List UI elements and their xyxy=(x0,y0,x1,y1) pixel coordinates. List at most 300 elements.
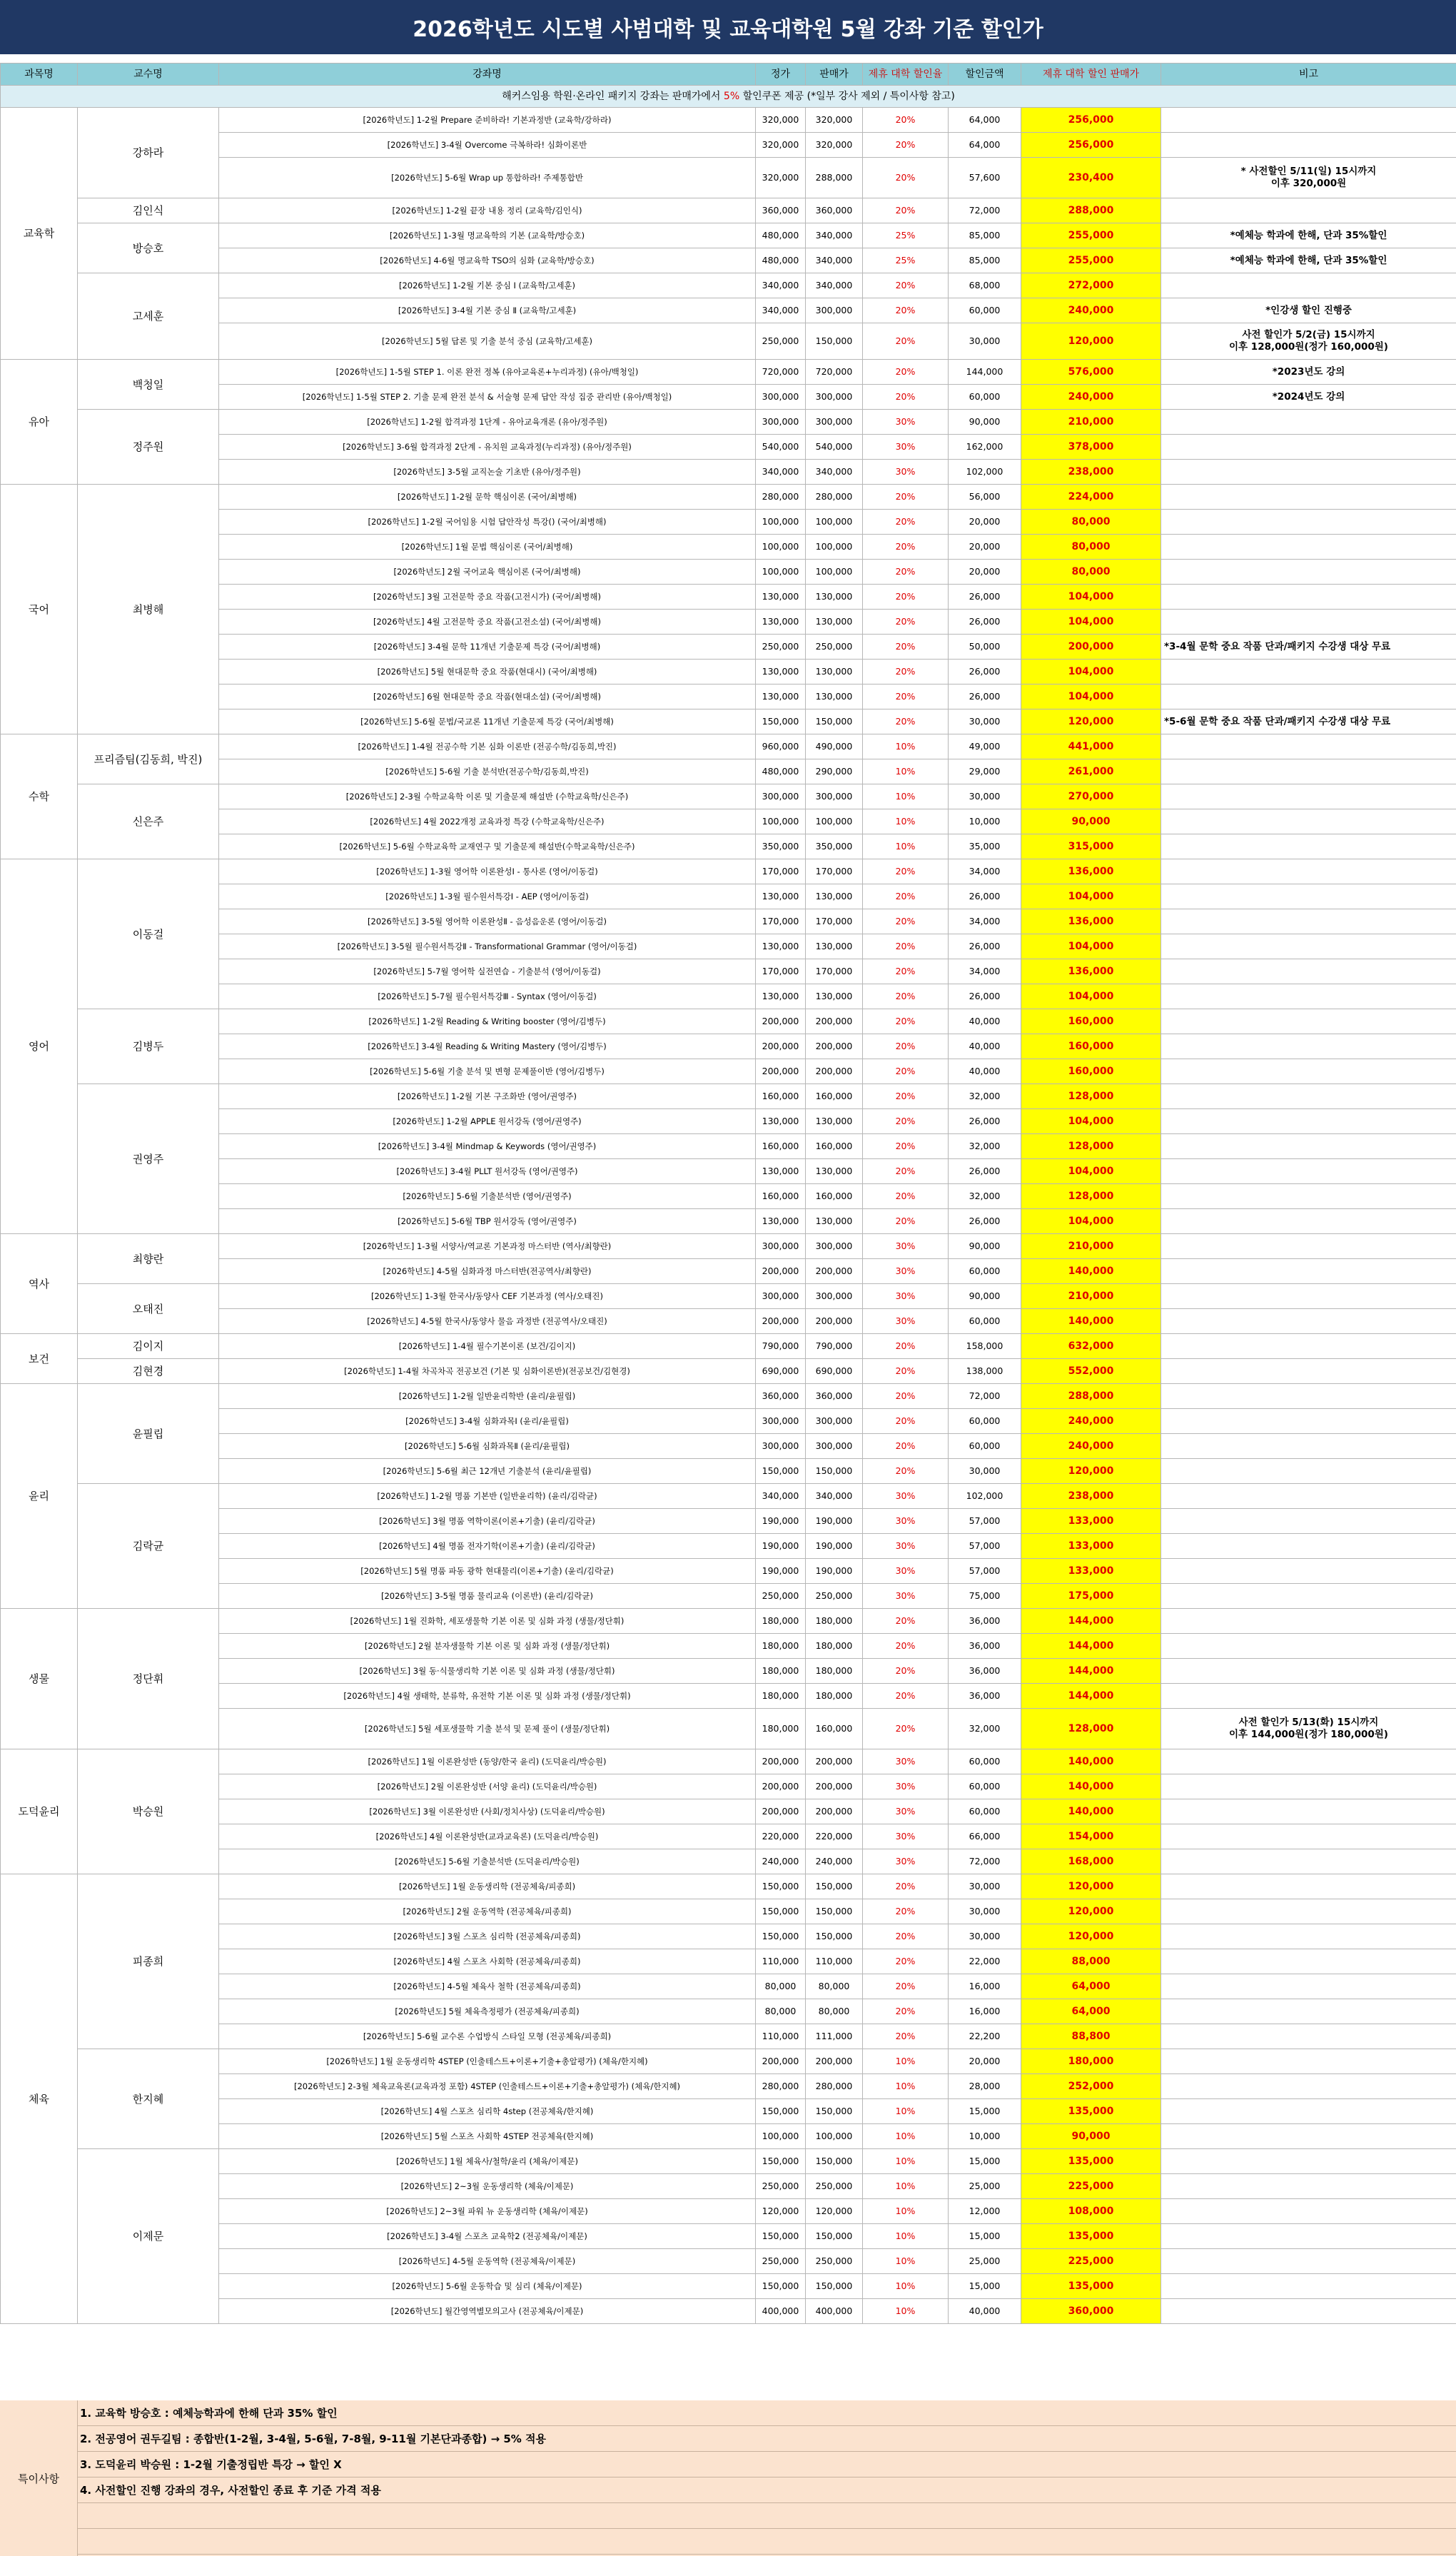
partner-sale-price: 441,000 xyxy=(1021,734,1161,759)
sale-price: 690,000 xyxy=(806,1359,863,1384)
partner-sale-price: 133,000 xyxy=(1021,1534,1161,1559)
list-price: 790,000 xyxy=(756,1334,806,1359)
course-name: [2026학년도] 4월 스포츠 심리학 4step (전공체육/한지혜) xyxy=(219,2099,756,2124)
discount-rate: 10% xyxy=(863,2249,949,2274)
course-row xyxy=(1,2174,1456,2199)
remark xyxy=(1161,1974,1456,1999)
remark xyxy=(1161,585,1456,610)
partner-sale-price: 128,000 xyxy=(1021,1134,1161,1159)
course-row xyxy=(1,2049,1456,2074)
discount-amount: 28,000 xyxy=(949,2074,1021,2099)
course-name: [2026학년도] 5-6월 운동학습 및 심리 (체육/이제문) xyxy=(219,2274,756,2299)
course-name: [2026학년도] 3-4월 Mindmap & Keywords (영어/권영주) xyxy=(219,1134,756,1159)
discount-rate: 20% xyxy=(863,884,949,909)
instructor-name: 최병해 xyxy=(78,485,219,734)
discount-rate: 20% xyxy=(863,660,949,685)
list-price: 100,000 xyxy=(756,510,806,535)
course-name: [2026학년도] 1-3월 명교육학의 기본 (교육학/방승호) xyxy=(219,223,756,248)
discount-rate: 20% xyxy=(863,360,949,385)
partner-sale-price: 136,000 xyxy=(1021,909,1161,934)
discount-rate: 30% xyxy=(863,1774,949,1799)
partner-sale-price: 104,000 xyxy=(1021,610,1161,635)
discount-rate: 30% xyxy=(863,1484,949,1509)
remark xyxy=(1161,909,1456,934)
course-row xyxy=(1,1334,1456,1359)
discount-rate: 20% xyxy=(863,1874,949,1899)
partner-sale-price: 315,000 xyxy=(1021,834,1161,859)
course-name: [2026학년도] 4월 이론완성반(교과교육론) (도덕윤리/박승원) xyxy=(219,1824,756,1849)
remark xyxy=(1161,859,1456,884)
discount-amount: 138,000 xyxy=(949,1359,1021,1384)
discount-rate: 20% xyxy=(863,485,949,510)
course-name: [2026학년도] 3-4월 Reading & Writing Mastery (영어/김병두) xyxy=(219,1034,756,1059)
course-name: [2026학년도] 3-4월 스포츠 교육학2 (전공체육/이제문) xyxy=(219,2224,756,2249)
partner-sale-price: 64,000 xyxy=(1021,1999,1161,2024)
discount-amount: 30,000 xyxy=(949,784,1021,809)
list-price: 540,000 xyxy=(756,435,806,460)
course-name: [2026학년도] 6월 현대문학 중요 작품(현대소설) (국어/최병해) xyxy=(219,685,756,709)
list-price: 80,000 xyxy=(756,1974,806,1999)
sale-price: 340,000 xyxy=(806,248,863,273)
discount-rate: 20% xyxy=(863,1709,949,1749)
discount-amount: 60,000 xyxy=(949,1774,1021,1799)
course-row xyxy=(1,859,1456,884)
sale-price: 790,000 xyxy=(806,1334,863,1359)
discount-amount: 60,000 xyxy=(949,298,1021,323)
course-row xyxy=(1,685,1456,709)
sale-price: 250,000 xyxy=(806,1584,863,1609)
partner-sale-price: 255,000 xyxy=(1021,223,1161,248)
sale-price: 130,000 xyxy=(806,1159,863,1184)
sale-price: 280,000 xyxy=(806,2074,863,2099)
partner-sale-price: 552,000 xyxy=(1021,1359,1161,1384)
discount-rate: 10% xyxy=(863,2224,949,2249)
course-name: [2026학년도] 2~3월 운동생리학 (체육/이제문) xyxy=(219,2174,756,2199)
discount-amount: 10,000 xyxy=(949,2124,1021,2149)
list-price: 170,000 xyxy=(756,959,806,984)
discount-amount: 16,000 xyxy=(949,1974,1021,1999)
list-price: 180,000 xyxy=(756,1684,806,1709)
sale-price: 200,000 xyxy=(806,1009,863,1034)
discount-amount: 90,000 xyxy=(949,410,1021,435)
discount-rate: 30% xyxy=(863,1259,949,1284)
list-price: 130,000 xyxy=(756,1209,806,1234)
course-row xyxy=(1,1034,1456,1059)
course-name: [2026학년도] 1-3월 한국사/동양사 CEF 기본과정 (역사/오태진) xyxy=(219,1284,756,1309)
instructor-name: 김이지 xyxy=(78,1334,219,1359)
list-price: 720,000 xyxy=(756,360,806,385)
list-price: 100,000 xyxy=(756,560,806,585)
discount-rate: 25% xyxy=(863,223,949,248)
discount-amount: 72,000 xyxy=(949,1849,1021,1874)
discount-rate: 20% xyxy=(863,1059,949,1084)
sale-price: 180,000 xyxy=(806,1659,863,1684)
list-price: 200,000 xyxy=(756,1034,806,1059)
course-row xyxy=(1,1509,1456,1534)
course-row xyxy=(1,2249,1456,2274)
sale-price: 250,000 xyxy=(806,2249,863,2274)
discount-rate: 10% xyxy=(863,2274,949,2299)
discount-rate: 10% xyxy=(863,784,949,809)
course-row xyxy=(1,1659,1456,1684)
discount-rate: 20% xyxy=(863,198,949,223)
sale-price: 360,000 xyxy=(806,1384,863,1409)
sale-price: 490,000 xyxy=(806,734,863,759)
course-name: [2026학년도] 5월 현대문학 중요 작품(현대시) (국어/최병해) xyxy=(219,660,756,685)
partner-sale-price: 240,000 xyxy=(1021,385,1161,410)
special-notes-label: 특이사항 xyxy=(0,2400,78,2556)
special-note xyxy=(77,2529,1456,2555)
discount-rate: 20% xyxy=(863,1409,949,1434)
sale-price: 150,000 xyxy=(806,709,863,734)
sale-price: 130,000 xyxy=(806,685,863,709)
sale-price: 290,000 xyxy=(806,759,863,784)
discount-amount: 90,000 xyxy=(949,1234,1021,1259)
sale-price: 130,000 xyxy=(806,884,863,909)
instructor-name: 백청일 xyxy=(78,360,219,410)
remark xyxy=(1161,2199,1456,2224)
course-name: [2026학년도] 3-5월 필수원서특강Ⅱ - Transformational Grammar (영어/이동걸) xyxy=(219,934,756,959)
partner-sale-price: 270,000 xyxy=(1021,784,1161,809)
remark xyxy=(1161,460,1456,485)
list-price: 360,000 xyxy=(756,198,806,223)
sale-price: 150,000 xyxy=(806,1874,863,1899)
sale-price: 300,000 xyxy=(806,385,863,410)
course-name: [2026학년도] 5-6월 교수론 수업방식 스타일 모형 (전공체육/피종희) xyxy=(219,2024,756,2049)
course-row xyxy=(1,1999,1456,2024)
course-name: [2026학년도] 3-4월 심화과목Ⅰ (윤리/윤필립) xyxy=(219,1409,756,1434)
remark xyxy=(1161,1509,1456,1534)
sale-price: 100,000 xyxy=(806,809,863,834)
discount-rate: 20% xyxy=(863,1459,949,1484)
course-row xyxy=(1,1824,1456,1849)
remark xyxy=(1161,1999,1456,2024)
discount-rate: 10% xyxy=(863,2299,949,2324)
course-row xyxy=(1,1874,1456,1899)
course-row xyxy=(1,1749,1456,1774)
partner-sale-price: 120,000 xyxy=(1021,1899,1161,1924)
discount-rate: 10% xyxy=(863,2074,949,2099)
instructor-name: 윤필립 xyxy=(78,1384,219,1484)
discount-amount: 36,000 xyxy=(949,1659,1021,1684)
sale-price: 180,000 xyxy=(806,1609,863,1634)
list-price: 200,000 xyxy=(756,1774,806,1799)
discount-rate: 20% xyxy=(863,984,949,1009)
course-row xyxy=(1,1584,1456,1609)
course-row xyxy=(1,610,1456,635)
list-price: 130,000 xyxy=(756,884,806,909)
discount-rate: 20% xyxy=(863,535,949,560)
sale-price: 150,000 xyxy=(806,1459,863,1484)
list-price: 150,000 xyxy=(756,1459,806,1484)
course-name: [2026학년도] 5-6월 기출 분석 및 변형 문제풀이반 (영어/김병두) xyxy=(219,1059,756,1084)
course-name: [2026학년도] 1-2월 Prepare 준비하라! 기본과정반 (교육학/강하라) xyxy=(219,108,756,133)
sale-price: 80,000 xyxy=(806,1999,863,2024)
list-price: 120,000 xyxy=(756,2199,806,2224)
course-row xyxy=(1,635,1456,660)
discount-rate: 20% xyxy=(863,108,949,133)
course-row xyxy=(1,108,1456,133)
partner-sale-price: 144,000 xyxy=(1021,1659,1161,1684)
sale-price: 220,000 xyxy=(806,1824,863,1849)
course-name: [2026학년도] 1-4월 필수기본이론 (보건/김이지) xyxy=(219,1334,756,1359)
list-price: 400,000 xyxy=(756,2299,806,2324)
course-name: [2026학년도] 4월 명품 전자기학(이론+기출) (윤리/김락균) xyxy=(219,1534,756,1559)
sale-price: 150,000 xyxy=(806,2099,863,2124)
discount-amount: 85,000 xyxy=(949,248,1021,273)
discount-amount: 158,000 xyxy=(949,1334,1021,1359)
list-price: 250,000 xyxy=(756,2249,806,2274)
discount-amount: 35,000 xyxy=(949,834,1021,859)
discount-amount: 60,000 xyxy=(949,1799,1021,1824)
discount-rate: 10% xyxy=(863,2124,949,2149)
course-row xyxy=(1,435,1456,460)
column-header: 제휴 대학 할인 판매가 xyxy=(1021,64,1161,86)
remark xyxy=(1161,1634,1456,1659)
sale-price: 180,000 xyxy=(806,1684,863,1709)
discount-rate: 30% xyxy=(863,1534,949,1559)
subject-name: 유아 xyxy=(1,360,78,485)
notice-cell xyxy=(1,86,1456,108)
remark xyxy=(1161,1409,1456,1434)
course-row xyxy=(1,2124,1456,2149)
notice-highlight: 5% xyxy=(723,91,740,102)
course-row xyxy=(1,834,1456,859)
course-name: [2026학년도] 5월 명품 파동 광학 현대물리(이론+기출) (윤리/김락균) xyxy=(219,1559,756,1584)
partner-sale-price: 104,000 xyxy=(1021,1109,1161,1134)
discount-amount: 26,000 xyxy=(949,585,1021,610)
remark xyxy=(1161,2274,1456,2299)
course-name: [2026학년도] 2월 이론완성반 (서양 윤리) (도덕윤리/박승원) xyxy=(219,1774,756,1799)
discount-amount: 26,000 xyxy=(949,660,1021,685)
discount-rate: 10% xyxy=(863,2199,949,2224)
list-price: 150,000 xyxy=(756,2149,806,2174)
discount-amount: 22,000 xyxy=(949,1949,1021,1974)
course-name: [2026학년도] 2월 운동역학 (전공체육/피종희) xyxy=(219,1899,756,1924)
discount-rate: 30% xyxy=(863,410,949,435)
discount-rate: 20% xyxy=(863,1384,949,1409)
sale-price: 170,000 xyxy=(806,959,863,984)
sale-price: 160,000 xyxy=(806,1184,863,1209)
list-price: 200,000 xyxy=(756,1309,806,1334)
course-row xyxy=(1,2224,1456,2249)
remark: * 사전할인 5/11(일) 15시까지 이후 320,000원 xyxy=(1161,158,1456,198)
discount-amount: 32,000 xyxy=(949,1134,1021,1159)
notice-text: 할인쿠폰 제공 (*일부 강사 제외 / 특이사항 참고) xyxy=(739,91,955,102)
discount-amount: 162,000 xyxy=(949,435,1021,460)
remark xyxy=(1161,1924,1456,1949)
course-row xyxy=(1,934,1456,959)
course-row xyxy=(1,460,1456,485)
partner-sale-price: 225,000 xyxy=(1021,2249,1161,2274)
subject-name: 수학 xyxy=(1,734,78,859)
partner-sale-price: 210,000 xyxy=(1021,410,1161,435)
partner-sale-price: 108,000 xyxy=(1021,2199,1161,2224)
discount-amount: 36,000 xyxy=(949,1609,1021,1634)
partner-sale-price: 140,000 xyxy=(1021,1309,1161,1334)
partner-sale-price: 378,000 xyxy=(1021,435,1161,460)
remark: *2024년도 강의 xyxy=(1161,385,1456,410)
remark xyxy=(1161,1584,1456,1609)
discount-rate: 25% xyxy=(863,248,949,273)
remark xyxy=(1161,133,1456,158)
remark xyxy=(1161,535,1456,560)
discount-rate: 20% xyxy=(863,1084,949,1109)
remark xyxy=(1161,1799,1456,1824)
instructor-name: 김병두 xyxy=(78,1009,219,1084)
course-row xyxy=(1,1009,1456,1034)
list-price: 160,000 xyxy=(756,1184,806,1209)
discount-amount: 34,000 xyxy=(949,909,1021,934)
course-row xyxy=(1,2024,1456,2049)
partner-sale-price: 168,000 xyxy=(1021,1849,1161,1874)
discount-rate: 20% xyxy=(863,709,949,734)
course-name: [2026학년도] 4-6월 명교육학 TSO의 심화 (교육학/방승호) xyxy=(219,248,756,273)
list-price: 190,000 xyxy=(756,1509,806,1534)
course-row xyxy=(1,585,1456,610)
course-row xyxy=(1,2074,1456,2099)
special-note: 3. 도덕윤리 박승원 : 1-2월 기출정립반 특강 → 할인 X xyxy=(77,2452,1456,2477)
remark xyxy=(1161,734,1456,759)
discount-rate: 30% xyxy=(863,1799,949,1824)
list-price: 190,000 xyxy=(756,1534,806,1559)
discount-amount: 12,000 xyxy=(949,2199,1021,2224)
discount-amount: 26,000 xyxy=(949,1109,1021,1134)
course-row xyxy=(1,1434,1456,1459)
discount-rate: 20% xyxy=(863,510,949,535)
discount-amount: 60,000 xyxy=(949,385,1021,410)
course-row xyxy=(1,759,1456,784)
course-name: [2026학년도] 월간영역별모의고사 (전공체육/이제문) xyxy=(219,2299,756,2324)
sale-price: 340,000 xyxy=(806,223,863,248)
remark xyxy=(1161,1534,1456,1559)
discount-rate: 30% xyxy=(863,1849,949,1874)
list-price: 320,000 xyxy=(756,133,806,158)
list-price: 300,000 xyxy=(756,385,806,410)
discount-amount: 30,000 xyxy=(949,1924,1021,1949)
instructor-name: 정주원 xyxy=(78,410,219,485)
sale-price: 340,000 xyxy=(806,273,863,298)
list-price: 200,000 xyxy=(756,2049,806,2074)
course-name: [2026학년도] 2-3월 체육교육론(교육과정 포함) 4STEP (인출테스트+이론+기출+총알평가) (체육/한지혜) xyxy=(219,2074,756,2099)
sale-price: 300,000 xyxy=(806,1434,863,1459)
sale-price: 300,000 xyxy=(806,1284,863,1309)
partner-sale-price: 120,000 xyxy=(1021,1874,1161,1899)
discount-amount: 10,000 xyxy=(949,809,1021,834)
discount-rate: 10% xyxy=(863,2049,949,2074)
list-price: 960,000 xyxy=(756,734,806,759)
list-price: 200,000 xyxy=(756,1059,806,1084)
discount-amount: 30,000 xyxy=(949,1899,1021,1924)
course-name: [2026학년도] 5-6월 심화과목Ⅱ (윤리/윤필립) xyxy=(219,1434,756,1459)
sale-price: 320,000 xyxy=(806,133,863,158)
partner-sale-price: 80,000 xyxy=(1021,510,1161,535)
partner-sale-price: 210,000 xyxy=(1021,1234,1161,1259)
sale-price: 111,000 xyxy=(806,2024,863,2049)
sale-price: 300,000 xyxy=(806,1234,863,1259)
discount-rate: 20% xyxy=(863,1134,949,1159)
partner-sale-price: 144,000 xyxy=(1021,1684,1161,1709)
discount-rate: 10% xyxy=(863,809,949,834)
special-note: 2. 전공영어 권두길팀 : 종합반(1-2월, 3-4월, 5-6월, 7-8월, 9-11월 기본단과종합) → 5% 적용 xyxy=(77,2426,1456,2452)
partner-sale-price: 136,000 xyxy=(1021,959,1161,984)
list-price: 320,000 xyxy=(756,108,806,133)
course-name: [2026학년도] 5-6월 기출분석반 (도덕윤리/박승원) xyxy=(219,1849,756,1874)
course-name: [2026학년도] 1-2월 국어임용 시험 답안작성 특강() (국어/최병해) xyxy=(219,510,756,535)
list-price: 130,000 xyxy=(756,934,806,959)
discount-amount: 26,000 xyxy=(949,685,1021,709)
course-name: [2026학년도] 1-2월 기본 중심 Ⅰ (교육학/고세훈) xyxy=(219,273,756,298)
discount-rate: 20% xyxy=(863,1109,949,1134)
course-name: [2026학년도] 1-5월 STEP 2. 기출 문제 완전 분석 & 서술형 문제 답안 작성 집중 관리반 (유아/백청일) xyxy=(219,385,756,410)
course-row xyxy=(1,1634,1456,1659)
partner-sale-price: 140,000 xyxy=(1021,1259,1161,1284)
discount-amount: 20,000 xyxy=(949,560,1021,585)
partner-sale-price: 288,000 xyxy=(1021,1384,1161,1409)
discount-amount: 85,000 xyxy=(949,223,1021,248)
course-row xyxy=(1,1384,1456,1409)
remark xyxy=(1161,1084,1456,1109)
sale-price: 280,000 xyxy=(806,485,863,510)
course-name: [2026학년도] 3-5월 명품 물리교육 (이론반) (윤리/김락균) xyxy=(219,1584,756,1609)
remark xyxy=(1161,1824,1456,1849)
discount-rate: 30% xyxy=(863,1309,949,1334)
discount-amount: 32,000 xyxy=(949,1709,1021,1749)
course-name: [2026학년도] 2월 국어교육 핵심이론 (국어/최병해) xyxy=(219,560,756,585)
course-row xyxy=(1,158,1456,198)
course-name: [2026학년도] 4월 고전문학 중요 작품(고전소설) (국어/최병해) xyxy=(219,610,756,635)
course-row xyxy=(1,959,1456,984)
course-name: [2026학년도] 3-6월 합격과정 2단계 - 유치원 교육과정(누리과정) (유아/정주원) xyxy=(219,435,756,460)
remark xyxy=(1161,2124,1456,2149)
partner-sale-price: 288,000 xyxy=(1021,198,1161,223)
remark: *예체능 학과에 한해, 단과 35%할인 xyxy=(1161,223,1456,248)
remark xyxy=(1161,108,1456,133)
course-name: [2026학년도] 1월 체육사/철학/윤리 (체육/이제문) xyxy=(219,2149,756,2174)
remark xyxy=(1161,1009,1456,1034)
discount-amount: 40,000 xyxy=(949,1059,1021,1084)
course-name: [2026학년도] 1-4월 차곡차곡 전공보건 (기본 및 심화이론반)(전공보건/김현경) xyxy=(219,1359,756,1384)
remark xyxy=(1161,784,1456,809)
course-row xyxy=(1,1974,1456,1999)
partner-sale-price: 225,000 xyxy=(1021,2174,1161,2199)
remark xyxy=(1161,984,1456,1009)
course-name: [2026학년도] 1-2월 기본 구조화반 (영어/권영주) xyxy=(219,1084,756,1109)
discount-amount: 66,000 xyxy=(949,1824,1021,1849)
discount-amount: 102,000 xyxy=(949,1484,1021,1509)
instructor-name: 한지혜 xyxy=(78,2049,219,2149)
subject-name: 역사 xyxy=(1,1234,78,1334)
discount-amount: 40,000 xyxy=(949,1009,1021,1034)
sale-price: 288,000 xyxy=(806,158,863,198)
sale-price: 200,000 xyxy=(806,1774,863,1799)
discount-rate: 20% xyxy=(863,1334,949,1359)
list-price: 100,000 xyxy=(756,535,806,560)
course-row xyxy=(1,1184,1456,1209)
course-name: [2026학년도] 4-5월 심화과정 마스터반(전공역사/최향란) xyxy=(219,1259,756,1284)
discount-rate: 20% xyxy=(863,1434,949,1459)
remark: *3-4월 문학 중요 작품 단과/패키지 수강생 대상 무료 xyxy=(1161,635,1456,660)
partner-sale-price: 104,000 xyxy=(1021,884,1161,909)
partner-sale-price: 128,000 xyxy=(1021,1084,1161,1109)
list-price: 150,000 xyxy=(756,1874,806,1899)
list-price: 340,000 xyxy=(756,1484,806,1509)
list-price: 220,000 xyxy=(756,1824,806,1849)
instructor-name: 방승호 xyxy=(78,223,219,273)
column-header: 교수명 xyxy=(78,64,219,86)
discount-rate: 20% xyxy=(863,635,949,660)
discount-amount: 57,000 xyxy=(949,1509,1021,1534)
